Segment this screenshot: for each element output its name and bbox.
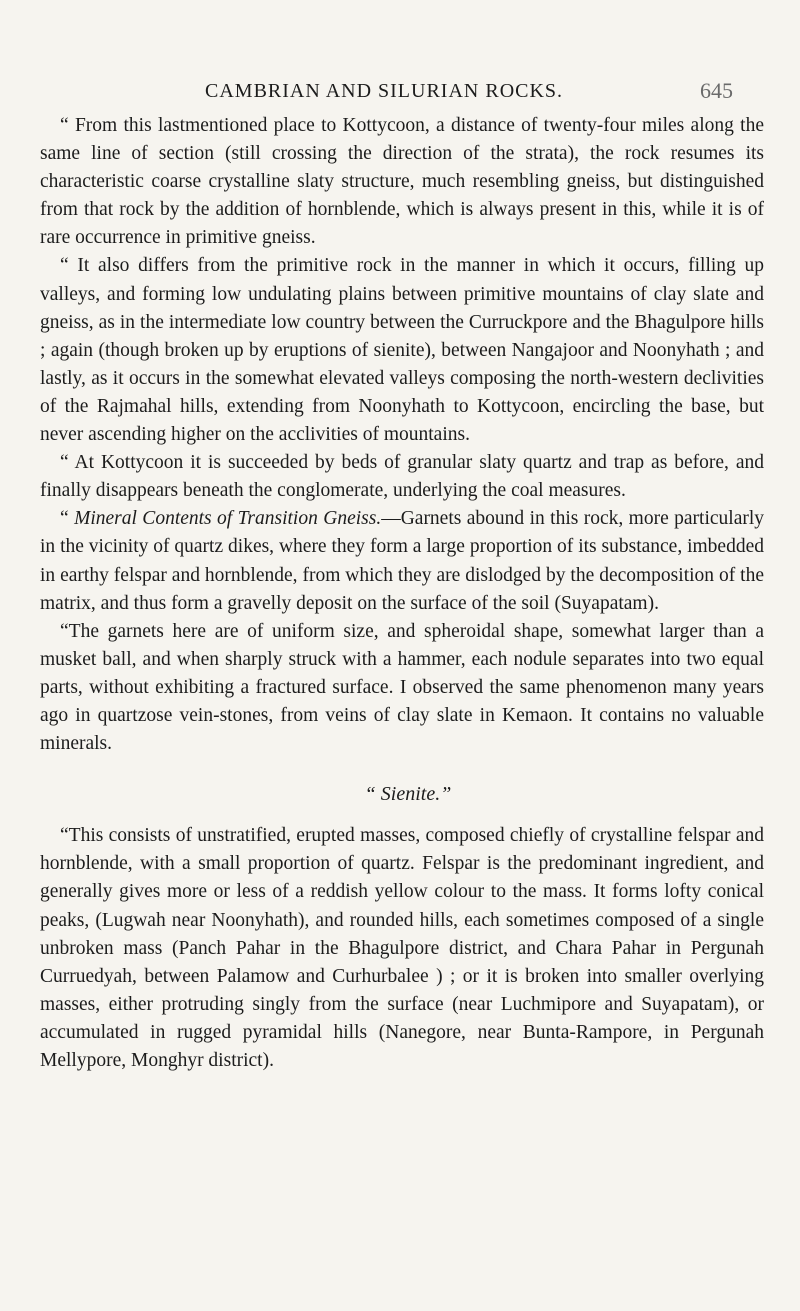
paragraph-heading-mineral-contents: Mineral Contents of Transition Gneiss. — [74, 508, 382, 530]
paragraph-conglomerate: “ At Kottycoon it is succeeded by beds of granular slaty quartz and trap as before, and finally disappears beneath the conglomerate, underlying the coal measures. — [40, 452, 764, 502]
page-number: 645 — [700, 78, 733, 103]
paragraph-kottycoon-distance: “ From this lastmentioned place to Kottycoon, a distance of twenty-four miles along the same line of section (still crossing the direction of the strata), the rock resumes its characteristic coarse crystalline slaty structure, much resembling gneiss, but distinguished from that rock by the addition of hornblende, which is always present in this, while it is of rare occurrence in primitive gneiss. — [40, 115, 764, 249]
paragraph-sienite: “This consists of unstratified, erupted masses, composed chiefly of crystalline felspar and hornblende, with a small proportion of quartz. Felspar is the predominant ingredient, and generally gives more or less of a reddish yellow colour to the mass. It forms lofty conical peaks, (Lugwah near Noonyhath), and rounded hills, each sometimes composed of a single unbroken mass (Panch Pahar in the Bhagulpore district, and Chara Pahar in Pergunah Curruedyah, between Palamow and Curhurbalee ) ; or it is broken into smaller overlying masses, either protruding singly from the surface (near Luchmipore and Suyapatam), or accumulated in rugged pyramidal hills (Nanegore, near Bunta-Rampore, in Pergunah Mellypore, Monghyr district). — [40, 825, 764, 1071]
paragraph-manner-of-occurrence: “ It also differs from the primitive rock in the manner in which it occurs, filling up valleys, and forming low undulating plains between primitive mountains of clay slate and gneiss, as in the intermediate low country between the Curruckpore and the Bhagulpore hills ; again (though broken up by eruptions of sienite), between Nangajoor and Noonyhath ; and lastly, as it occurs in the somewhat elevated valleys composing the north-western declivities of the Rajmahal hills, extending from Noonyhath to Kottycoon, encircling the base, but never ascending higher on the acclivities of mountains. — [40, 255, 764, 446]
paragraph-mineral-contents — [40, 505, 764, 617]
section-heading-sienite: “ Sienite.” — [364, 783, 452, 806]
running-head: CAMBRIAN AND SILURIAN ROCKS. — [205, 80, 564, 102]
text-body — [40, 112, 764, 1075]
paragraph-garnets: “The garnets here are of uniform size, and spheroidal shape, somewhat larger than a musket ball, and when sharply struck with a hammer, each nodule separates into two equal parts, without exhibiting a fractured surface. I observed the same phenomenon many years ago in quartzose vein-stones, from veins of clay slate in Kemaon. It contains no valuable minerals. — [40, 620, 764, 755]
paragraph-open-quote: “ — [60, 508, 75, 530]
paragraph-mineral-contents-text: —Garnets abound in this rock, more particularly in the vicinity of quartz dikes, where they form a large proportion of its substance, imbedded in earthy felspar and hornblende, from which they are dislodged by the decomposition of the matrix, and thus form a gravelly deposit on the surface of the soil (Suyapatam). — [40, 508, 765, 614]
